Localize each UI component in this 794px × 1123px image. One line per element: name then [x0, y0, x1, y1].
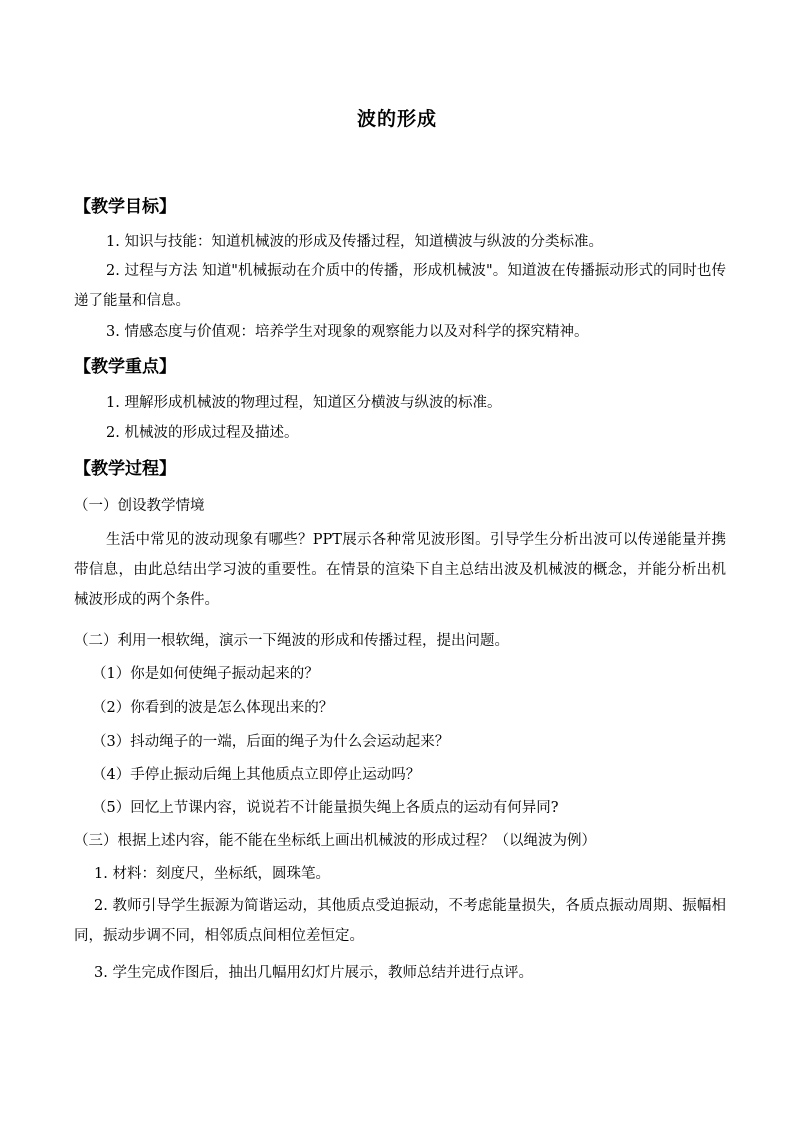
section-heading-process: 【教学过程】 [74, 459, 176, 479]
process-step-1-text: 生活中常见的波动现象有哪些？PPT展示各种常见波形图。引导学生分析出波可以传递能量并携带信息，由此总结出学习波的重要性。在情景的渲染下自主总结出波及机械波的概念，并能分析出机械波形成的两个条件。 [74, 532, 726, 608]
process-step-2: （二）利用一根软绳，演示一下绳波的形成和传播过程，提出问题。 [74, 633, 509, 649]
process-step-3: （三）根据上述内容，能不能在坐标纸上画出机械波的形成过程？（以绳波为例） [74, 833, 596, 849]
question-item: （4）手停止振动后绳上其他质点立即停止运动吗？ [92, 767, 421, 783]
objective-item: 2. 过程与方法 知道"机械振动在介质中的传播，形成机械波"。知道波在传播振动形式的同时也传递了能量和信息。 [74, 263, 726, 309]
key-point-item: 1. 理解形成机械波的物理过程，知道区分横波与纵波的标准。 [106, 395, 502, 411]
step-3-item: 2. 教师引导学生振源为简谐运动，其他质点受迫振动，不考虑能量损失，各质点振动周期、振幅相同，振动步调不同，相邻质点间相位差恒定。 [74, 898, 726, 944]
key-point-item: 2. 机械波的形成过程及描述。 [106, 425, 299, 441]
document-title: 波的形成 [356, 108, 437, 130]
objective-item: 3. 情感态度与价值观：培养学生对现象的观察能力以及对科学的探究精神。 [106, 324, 589, 340]
question-item: （5）回忆上节课内容，说说若不计能量损失绳上各质点的运动有何异同? [92, 800, 559, 816]
step-3-item: 3. 学生完成作图后，抽出几幅用幻灯片展示，教师总结并进行点评。 [94, 965, 533, 981]
section-heading-key-points: 【教学重点】 [74, 357, 176, 377]
question-item: （1）你是如何使绳子振动起来的？ [92, 666, 319, 682]
section-heading-objectives: 【教学目标】 [74, 197, 176, 217]
process-step-1: （一）创设教学情境 [74, 498, 205, 514]
question-item: （2）你看到的波是怎么体现出来的？ [92, 700, 334, 716]
step-3-item: 1. 材料：刻度尺，坐标纸，圆珠笔。 [94, 866, 330, 882]
question-item: （3）抖动绳子的一端，后面的绳子为什么会运动起来？ [92, 734, 450, 750]
objective-item: 1. 知识与技能：知道机械波的形成及传播过程，知道横波与纵波的分类标准。 [106, 234, 603, 250]
